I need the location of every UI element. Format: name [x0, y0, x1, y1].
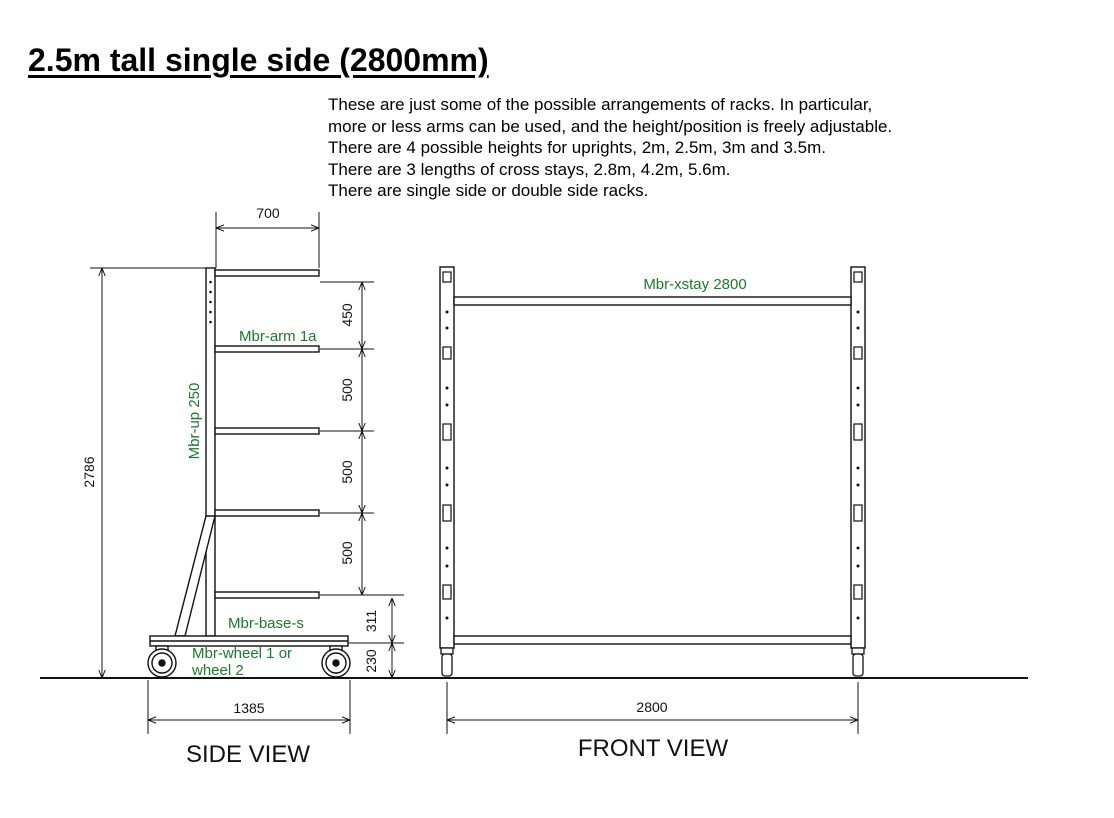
arm-2 — [215, 428, 319, 434]
note-line: There are 3 lengths of cross stays, 2.8m, 4.2m, 5.6m. — [328, 159, 731, 179]
arm-4 — [215, 592, 319, 598]
front-wheel-right — [852, 648, 864, 676]
note-line: These are just some of the possible arrangements of racks. In particular, — [328, 95, 873, 114]
front-upright-right — [851, 267, 865, 648]
dim-500-a: 500 — [339, 378, 355, 402]
bottom-rail — [454, 636, 851, 644]
side-view-caption: SIDE VIEW — [185, 741, 311, 768]
dim-230: 230 — [363, 649, 379, 673]
dim-500-c: 500 — [339, 541, 355, 565]
arm-3 — [215, 510, 319, 516]
dim-2786: 2786 — [81, 456, 97, 488]
front-upright-left — [440, 267, 454, 648]
arm-1 — [215, 346, 319, 352]
dim-500-b: 500 — [339, 460, 355, 484]
dim-2800: 2800 — [636, 699, 668, 715]
label-wheel-line1: Mbr-wheel 1 or — [192, 645, 293, 662]
label-base: Mbr-base-s — [228, 615, 304, 632]
dim-311: 311 — [363, 609, 379, 633]
note-line: There are 4 possible heights for uprights, 2m, 2.5m, 3m and 3.5m. — [328, 138, 826, 157]
wheel-right — [322, 649, 350, 677]
label-upright: Mbr-up 250 — [186, 382, 203, 460]
label-wheel-line2: wheel 2 — [192, 662, 244, 679]
front-wheel-left — [441, 648, 453, 676]
front-view — [440, 267, 865, 648]
dim-700: 700 — [256, 205, 280, 221]
upright-dots — [446, 311, 860, 620]
arm-top — [215, 270, 319, 276]
note-line: There are single side or double side racks. — [328, 181, 649, 200]
wheel-left — [148, 649, 176, 677]
label-arm: Mbr-arm 1a — [239, 328, 317, 345]
page-title: 2.5m tall single side (2800mm) — [28, 42, 489, 78]
cross-stay — [454, 297, 851, 305]
upright-slots — [443, 272, 862, 599]
dim-450: 450 — [339, 303, 355, 327]
note-line: more or less arms can be used, and the height/position is freely adjustable. — [328, 116, 893, 136]
dim-1385: 1385 — [233, 700, 265, 716]
label-xstay: Mbr-xstay 2800 — [643, 276, 747, 293]
front-view-caption: FRONT VIEW — [577, 735, 729, 762]
